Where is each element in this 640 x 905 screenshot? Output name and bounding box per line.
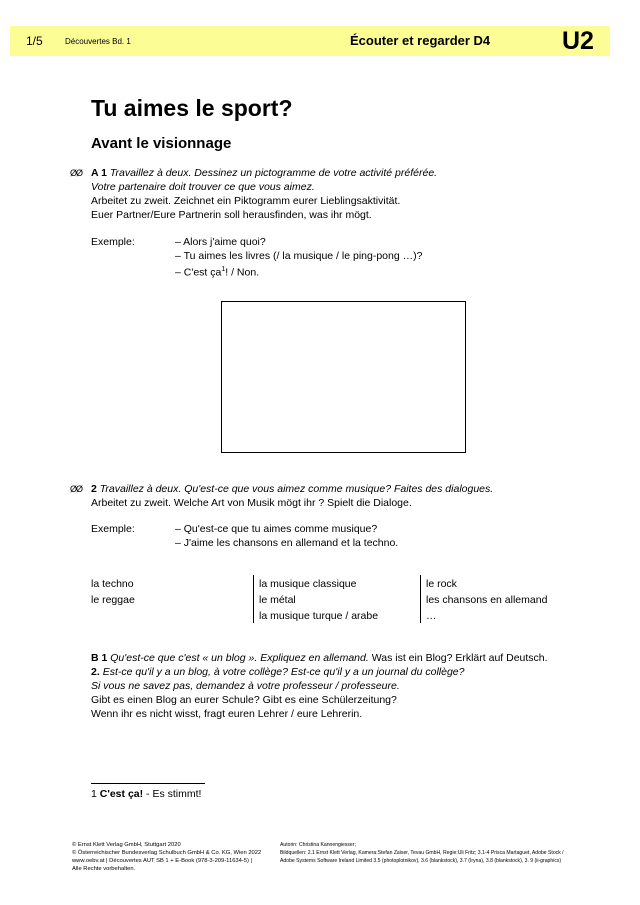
task-2-example-line: – Qu'est-ce que tu aimes comme musique? (175, 523, 378, 535)
footnote (91, 787, 201, 801)
task-a1-fr1: Travaillez à deux. Dessinez un pictogramme de votre activité préférée. (109, 167, 438, 179)
task-b2-label: 2. (91, 666, 100, 678)
header-band (10, 26, 610, 56)
music-item: les chansons en allemand (426, 594, 548, 606)
footnote-text: - Es stimmt! (143, 788, 202, 800)
music-item: … (426, 610, 437, 622)
page-number: 1/5 (26, 34, 43, 48)
task-a1-label: A 1 (91, 167, 107, 179)
task-2-instruction-fr (91, 482, 493, 496)
footnote-marker: 1 (221, 266, 226, 273)
unit-label: U2 (562, 27, 594, 55)
footer-copyright (72, 841, 261, 873)
drawing-box[interactable] (221, 301, 466, 453)
task-a1-example-last-a: – C'est ça (175, 266, 222, 279)
music-item: le métal (259, 594, 296, 606)
footer-line: © Ernst Klett Verlag GmbH, Stuttgart 2020 (72, 842, 181, 848)
task-2-fr: Travaillez à deux. Qu'est-ce que vous aimez comme musique? Faites des dialogues. (99, 483, 494, 495)
music-item: la techno (91, 578, 134, 590)
task-a1-instruction-fr (91, 166, 437, 180)
pair-work-icon: ØØ (70, 168, 83, 178)
task-2-label: 2 (91, 483, 97, 495)
footnote-number: 1 (91, 788, 97, 800)
task-2-de: Arbeitet zu zweit. Welche Art von Musik mögt ihr ? Spielt die Dialoge. (91, 497, 412, 509)
task-b1-fr: Qu'est-ce que c'est « un blog ». Expliquez en allemand. (110, 652, 369, 664)
footer-credits (280, 841, 564, 865)
task-a1-example-line: – Alors j'aime quoi? (175, 236, 266, 248)
footnote-term: C'est ça! (99, 788, 144, 800)
task-b2-fr-b: Si vous ne savez pas, demandez à votre professeur / professeure. (91, 680, 400, 692)
page-subtitle: Avant le visionnage (91, 135, 232, 152)
task-a1-de2: Euer Partner/Eure Partnerin soll herausfinden, was ihr mögt. (91, 209, 372, 221)
task-a1-example-line (175, 263, 259, 280)
task-a1-example-line: – Tu aimes les livres (/ la musique / le ping-pong …)? (175, 250, 423, 262)
footer-line: Autorin: Christina Kannengiesser; (280, 842, 356, 848)
book-title: Découvertes Bd. 1 (65, 37, 131, 46)
task-a1-example-last-b: ! / Non. (225, 266, 260, 279)
footer-line: www.oebv.at | Découvertes AUT SB 1 + E-Book (978-3-209-11634-5) | (72, 858, 253, 864)
music-item: le rock (426, 578, 457, 590)
task-b2-fr-a: Est-ce qu'il y a un blog, à votre collège? Est-ce qu'il y a un journal du collège? (102, 666, 465, 678)
column-divider (253, 575, 254, 623)
footer-line: Alle Rechte vorbehalten. (72, 866, 136, 872)
task-a1-example-label: Exemple: (91, 236, 135, 248)
music-item: la musique turque / arabe (259, 610, 379, 622)
task-a1-de1: Arbeitet zu zweit. Zeichnet ein Piktogramm eurer Lieblingsaktivität. (91, 195, 401, 207)
task-2-example-label: Exemple: (91, 523, 135, 535)
task-a1-fr2: Votre partenaire doit trouver ce que vous aimez. (91, 181, 315, 193)
footer-line: Bildquellen: 2.1 Ernst Klett Verlag, Kamera:Stefan Zaiser, Tevau GmbH, Regie:Uli Fritz; 3.1-4 Prisca Martaguet, Adobe Stock / (280, 850, 564, 856)
section-title: Écouter et regarder D4 (350, 33, 491, 48)
task-b2-de-b: Wenn ihr es nicht wisst, fragt euren Lehrer / eure Lehrerin. (91, 708, 363, 720)
page-title: Tu aimes le sport? (91, 95, 293, 121)
column-divider (420, 575, 421, 623)
music-item: le reggae (91, 594, 135, 606)
task-b1-label: B 1 (91, 652, 108, 664)
task-b2-de-a: Gibt es einen Blog an eurer Schule? Gibt es eine Schülerzeitung? (91, 694, 397, 706)
task-b2-instruction (91, 665, 465, 679)
music-item: la musique classique (259, 578, 357, 590)
footer-line: © Österreichischer Bundesverlag Schulbuch GmbH & Co. KG, Wien 2022 (72, 850, 262, 856)
footer-line: Adobe Systems Software Ireland Limited 3.5 (photoplotnikov), 3.6 (blankstock), 3.7 (Iryna), 3.8 (blankstock), 3. 9 (ii-graphics) (280, 858, 562, 864)
task-b1-instruction (91, 651, 548, 665)
footnote-rule (91, 783, 205, 784)
pair-work-icon: ØØ (70, 484, 83, 494)
task-b1-de: Was ist ein Blog? Erklärt auf Deutsch. (371, 652, 548, 664)
task-2-example-line: – J'aime les chansons en allemand et la techno. (175, 537, 399, 549)
